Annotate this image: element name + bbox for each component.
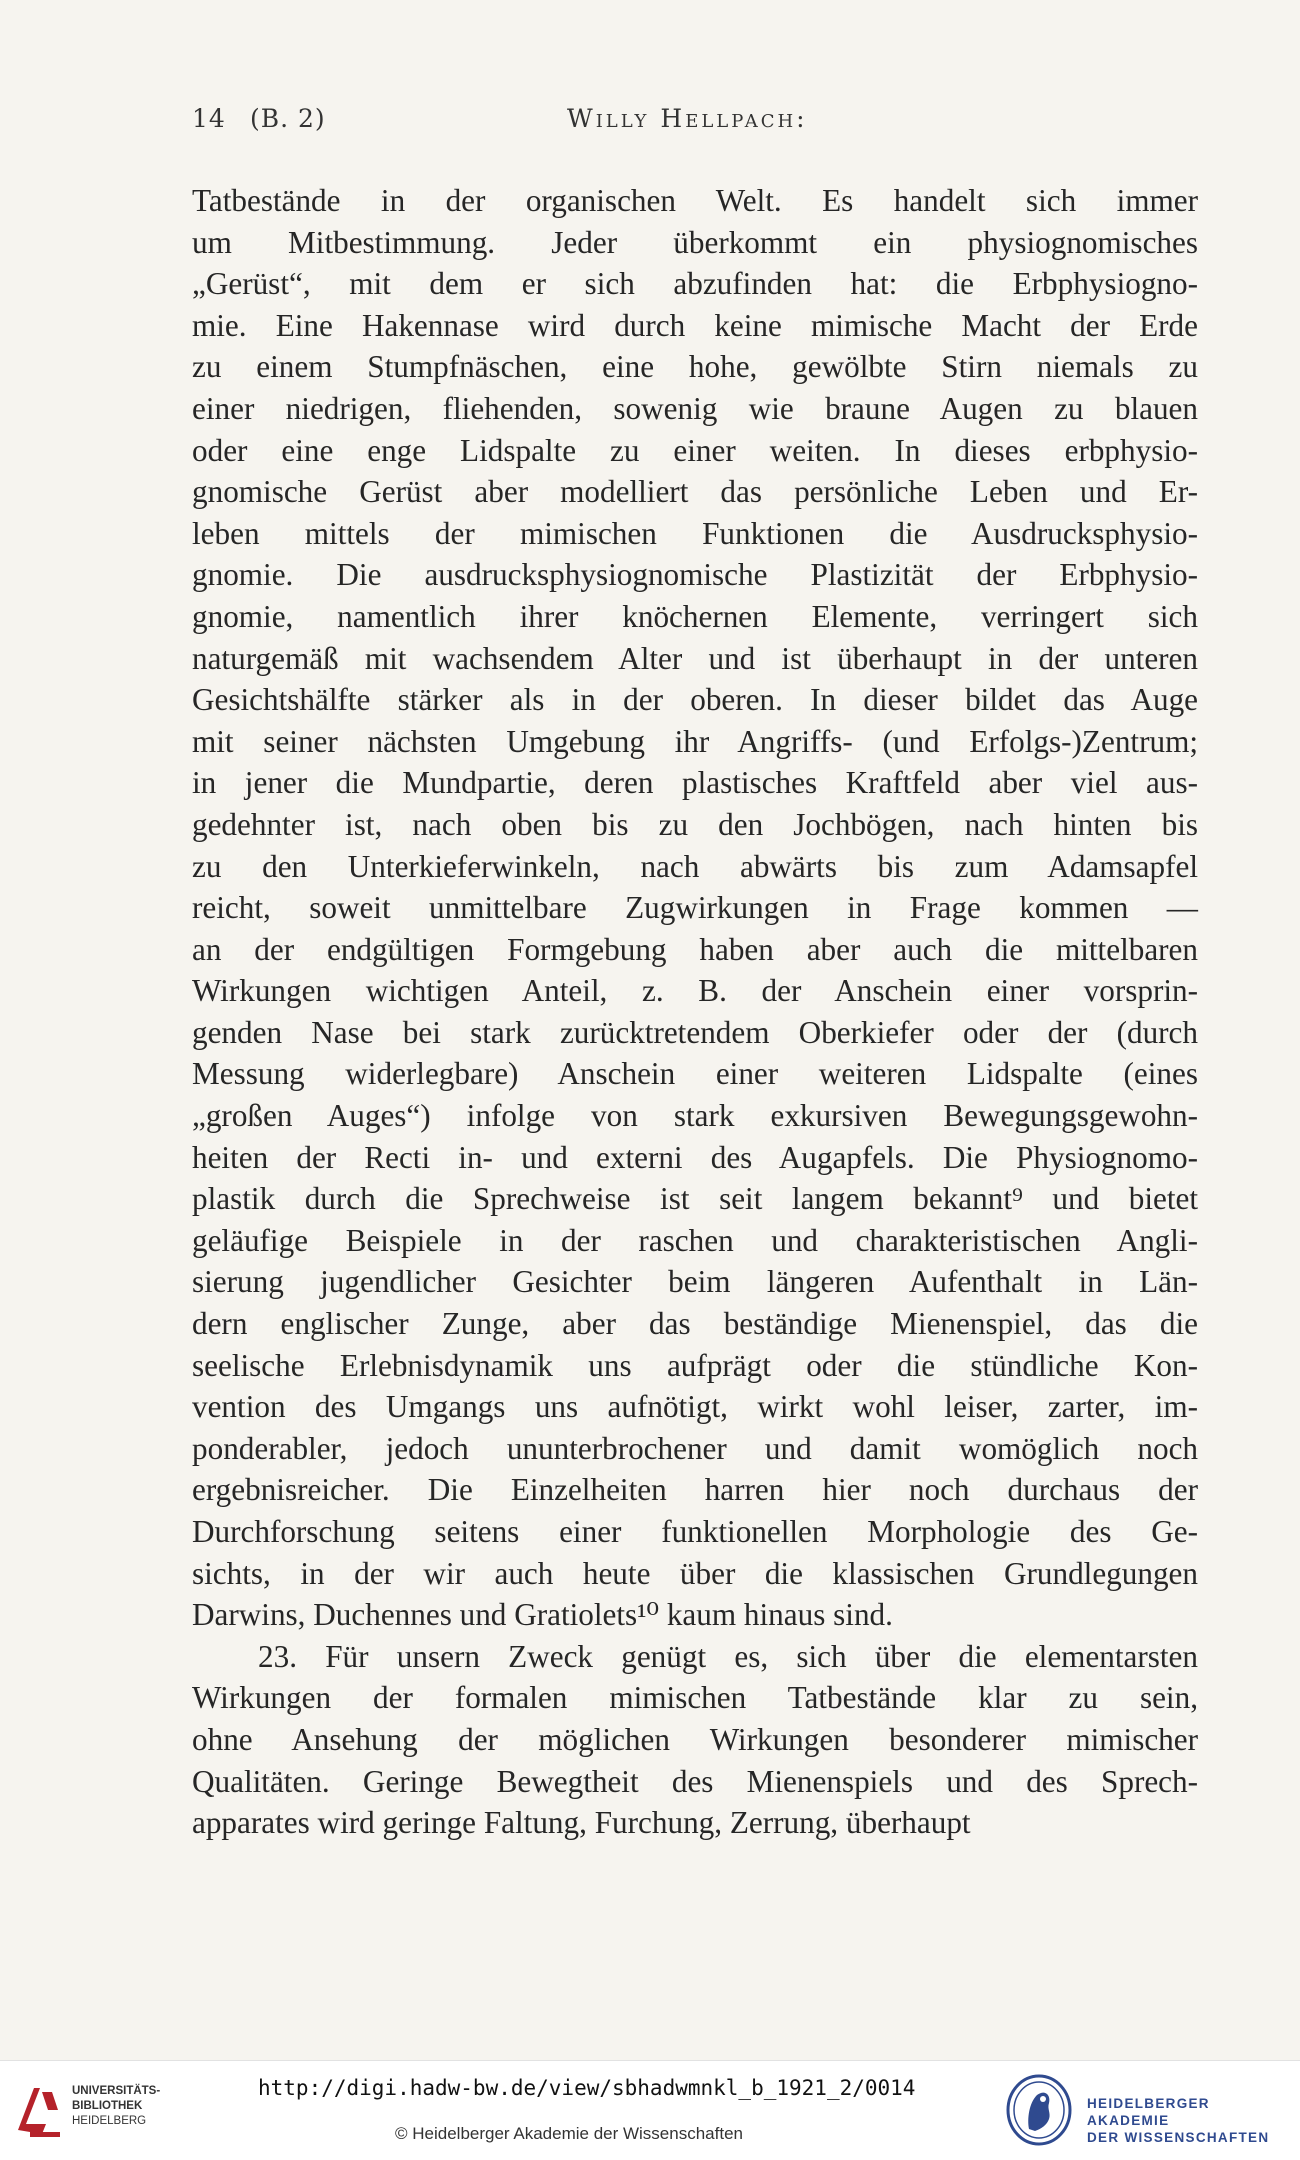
text-line: Gesichtshälfte stärker als in der oberen. In dieser bildet das Auge <box>192 682 1198 718</box>
academy-line-2: DER WISSENSCHAFTEN <box>1087 2130 1270 2145</box>
text-line: geläufige Beispiele in der raschen und charakteristischen Angli- <box>192 1222 1198 1258</box>
text-line: 23. Für unsern Zweck genügt es, sich über die elementarsten <box>258 1638 1198 1674</box>
volume-label: (B. 2) <box>250 104 326 133</box>
university-library-logo[interactable] <box>12 2078 177 2142</box>
running-header <box>192 104 1200 144</box>
text-line: zu einem Stumpfnäschen, eine hohe, gewölbte Stirn niemals zu <box>192 349 1198 385</box>
text-line: reicht, soweit unmittelbare Zugwirkungen in Frage kommen — <box>192 890 1198 926</box>
text-line: Darwins, Duchennes und Gratiolets¹⁰ kaum hinaus sind. <box>192 1597 893 1633</box>
text-line: einer niedrigen, fliehenden, sowenig wie braune Augen zu blauen <box>192 390 1198 426</box>
body-text <box>192 180 1198 1844</box>
text-line: apparates wird geringe Faltung, Furchung, Zerrung, überhaupt <box>192 1805 971 1841</box>
page-number: 14 <box>192 104 226 133</box>
text-line: gnomie, namentlich ihrer knöchernen Elemente, verringert sich <box>192 598 1198 634</box>
text-line: seelische Erlebnisdynamik uns aufprägt oder die stündliche Kon- <box>192 1347 1198 1383</box>
text-line: zu den Unterkieferwinkeln, nach abwärts bis zum Adamsapfel <box>192 848 1198 884</box>
text-line: Wirkungen der formalen mimischen Tatbestände klar zu sein, <box>192 1680 1198 1716</box>
text-line: „großen Auges“) infolge von stark exkursiven Bewegungsgewohn- <box>192 1098 1198 1134</box>
text-line: gnomische Gerüst aber modelliert das persönliche Leben und Er- <box>192 474 1198 510</box>
copyright-notice: © Heidelberger Akademie der Wissenschaften <box>395 2124 743 2143</box>
library-line-1: UNIVERSITÄTS- <box>72 2085 161 2097</box>
text-line: Durchforschung seitens einer funktionellen Morphologie des Ge- <box>192 1514 1198 1549</box>
text-line: heiten der Recti in- und externi des Augapfels. Die Physiognomo- <box>192 1139 1198 1175</box>
text-line: ergebnisreicher. Die Einzelheiten harren hier noch durchaus der <box>192 1472 1198 1508</box>
text-line: in jener die Mundpartie, deren plastisches Kraftfeld aber viel aus- <box>192 765 1198 801</box>
text-line: Qualitäten. Geringe Bewegtheit des Mienenspiels und des Sprech- <box>192 1763 1198 1799</box>
text-line: leben mittels der mimischen Funktionen die Ausdrucksphysio- <box>192 515 1198 551</box>
text-line: an der endgültigen Formgebung haben aber auch die mittelbaren <box>192 931 1198 967</box>
text-line: oder eine enge Lidspalte zu einer weiten. In dieses erbphysio- <box>192 432 1198 468</box>
viewer-footer <box>0 2060 1300 2160</box>
text-line: um Mitbestimmung. Jeder überkommt ein physiognomisches <box>192 224 1198 260</box>
text-line: ponderabler, jedoch ununterbrochener und damit womöglich noch <box>192 1430 1198 1466</box>
academy-logo[interactable] <box>1005 2071 1295 2151</box>
text-line: dern englischer Zunge, aber das beständige Mienenspiel, das die <box>192 1306 1198 1342</box>
text-line: Wirkungen wichtigen Anteil, z. B. der Anschein einer vorsprin- <box>192 973 1198 1009</box>
text-line: naturgemäß mit wachsendem Alter und ist überhaupt in der unteren <box>192 640 1198 676</box>
permalink-url[interactable]: http://digi.hadw-bw.de/view/sbhadwmnkl_b_1921_2/0014 <box>258 2076 916 2100</box>
text-line: vention des Umgangs uns aufnötigt, wirkt wohl leiser, zarter, im- <box>192 1389 1198 1425</box>
ub-heidelberg-icon <box>12 2080 66 2140</box>
text-line: mit seiner nächsten Umgebung ihr Angriffs- (und Erfolgs-)Zentrum; <box>192 723 1198 759</box>
author-header: Willy Hellpach: <box>567 104 808 133</box>
text-line: „Gerüst“, mit dem er sich abzufinden hat: die Erbphysiogno- <box>192 266 1198 302</box>
text-line: Messung widerlegbare) Anschein einer weiteren Lidspalte (eines <box>192 1056 1198 1092</box>
library-line-2: BIBLIOTHEK <box>72 2100 143 2112</box>
text-line: gedehnter ist, nach oben bis zu den Jochbögen, nach hinten bis <box>192 806 1198 842</box>
academy-line-1: HEIDELBERGER AKADEMIE <box>1087 2096 1210 2128</box>
text-line: sichts, in der wir auch heute über die klassischen Grundlegungen <box>192 1555 1198 1591</box>
academy-seal-icon <box>1005 2073 1073 2147</box>
academy-name <box>1087 2095 1295 2146</box>
library-line-3: HEIDELBERG <box>72 2115 147 2127</box>
text-line: gnomie. Die ausdrucksphysiognomische Plastizität der Erbphysio- <box>192 557 1198 593</box>
text-line: Tatbestände in der organischen Welt. Es handelt sich immer <box>192 183 1198 218</box>
text-line: mie. Eine Hakennase wird durch keine mimische Macht der Erde <box>192 307 1198 343</box>
text-line: ohne Ansehung der möglichen Wirkungen besonderer mimischer <box>192 1721 1198 1757</box>
text-line: sierung jugendlicher Gesichter beim längeren Aufenthalt in Län- <box>192 1264 1198 1300</box>
library-name <box>72 2084 160 2129</box>
text-line: plastik durch die Sprechweise ist seit langem bekannt⁹ und bietet <box>192 1181 1198 1217</box>
text-line: genden Nase bei stark zurücktretendem Oberkiefer oder der (durch <box>192 1014 1198 1050</box>
